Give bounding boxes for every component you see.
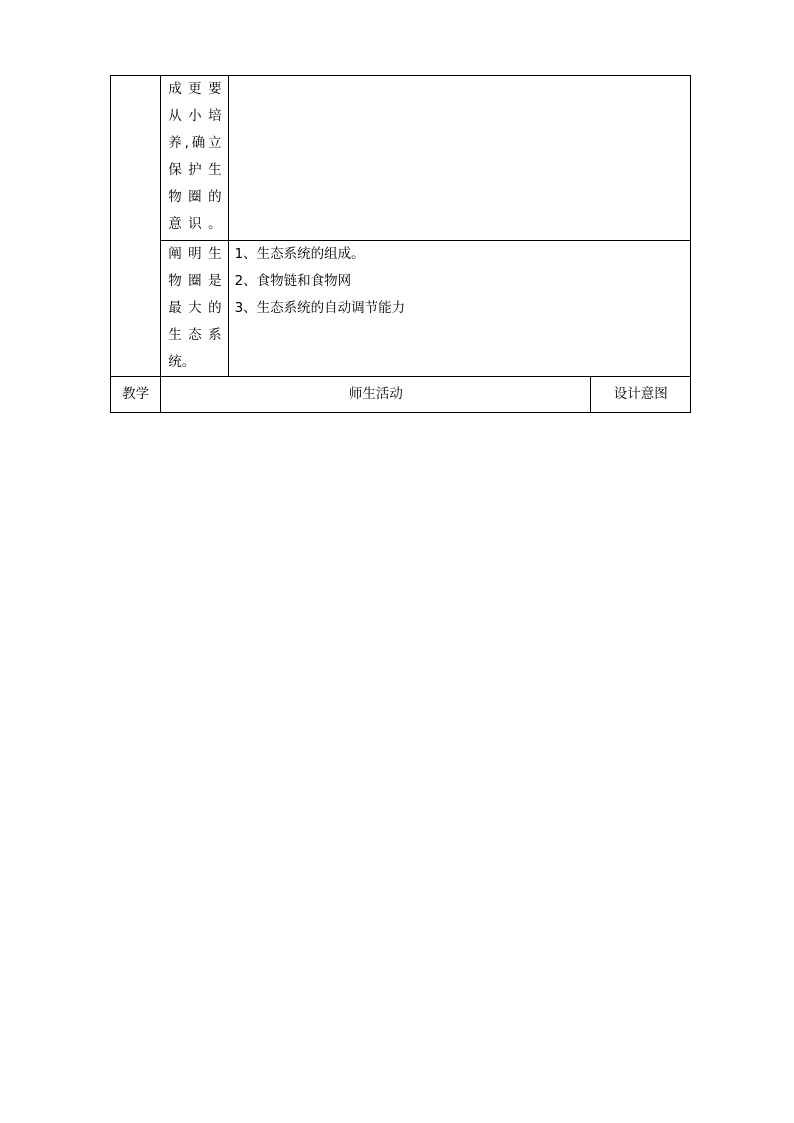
content-cell	[228, 241, 690, 377]
goal-line: 物 圈 的	[168, 189, 222, 205]
content-item: 2、食物链和食物网	[234, 273, 352, 289]
goal-line: 养 , 确 立	[168, 135, 222, 151]
goal-line: 保 护 生	[168, 162, 222, 178]
content-item: 1、生态系统的组成。	[234, 246, 365, 262]
goal-cell	[161, 241, 228, 377]
content-cell-empty	[228, 76, 690, 241]
table-row	[111, 241, 691, 377]
goal-line: 统。	[168, 354, 196, 370]
header-activities: 师生活动	[161, 377, 591, 413]
goal-cell	[161, 76, 228, 241]
header-teaching: 教学	[111, 377, 161, 413]
goal-line: 最 大 的	[168, 300, 222, 316]
goal-line: 成 更 要	[168, 81, 222, 97]
goal-line: 生 态 系	[168, 327, 222, 343]
goal-line: 物 圈 是	[168, 273, 222, 289]
table-row	[111, 76, 691, 241]
goal-line: 阐 明 生	[168, 246, 222, 262]
goal-line: 从 小 培	[168, 108, 222, 124]
header-design-intent: 设计意图	[591, 377, 691, 413]
table-header-row	[111, 377, 691, 413]
lesson-plan-table	[110, 75, 691, 413]
content-item: 3、生态系统的自动调节能力	[234, 300, 406, 316]
empty-left-cell	[111, 76, 161, 377]
goal-line: 意 识 。	[168, 216, 222, 232]
